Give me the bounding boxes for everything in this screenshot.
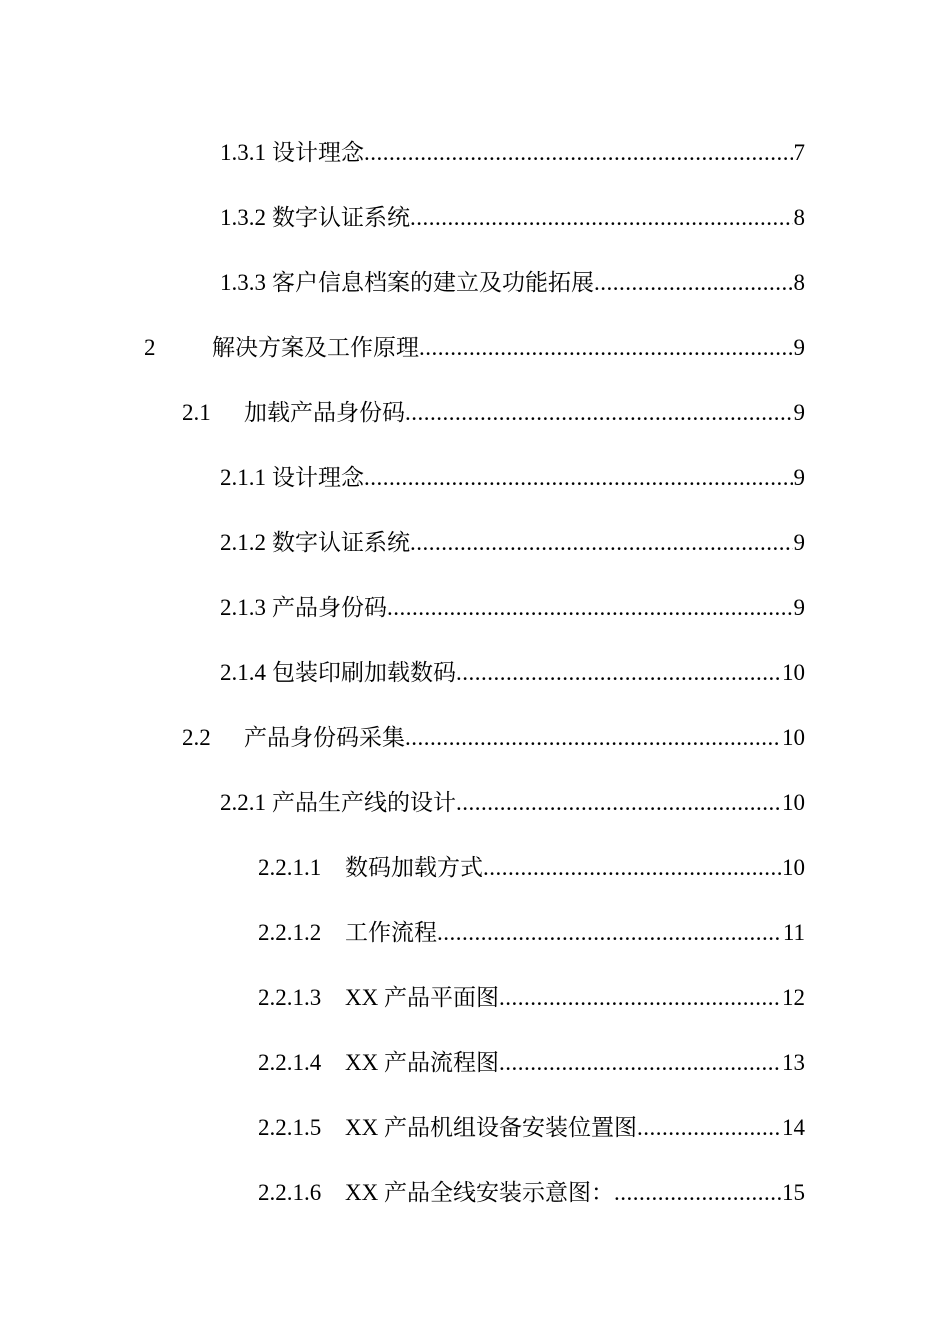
toc-entry-2-2-1-6[interactable] [258,1176,805,1210]
toc-entry-title: 数字认证系统 [272,530,410,555]
toc-entry-title: 包装印刷加载数码 [272,660,456,685]
toc-entry-page: 8 [793,270,805,295]
toc-entry-2-2-1[interactable] [220,786,805,820]
toc-entry-number: 2 [144,335,156,360]
toc-leader-dots [456,656,781,690]
toc-entry-number: 2.2.1.4 [258,1050,322,1075]
toc-entry-title: 产品身份码 [272,595,387,620]
toc-leader-dots [410,526,793,560]
toc-leader-dots [594,266,793,300]
toc-entry-page: 10 [782,660,805,685]
toc-entry-1-3-3[interactable] [220,266,805,300]
toc-entry-page: 11 [782,920,805,945]
toc-entry-title: XX 产品全线安装示意图： [345,1180,614,1205]
toc-entry-title: 数字认证系统 [272,205,410,230]
toc-entry-1-3-1[interactable] [220,136,805,170]
toc-entry-number: 2.2.1.2 [258,920,322,945]
toc-entry-page: 9 [793,530,805,555]
toc-entry-2-2-1-5[interactable] [258,1111,805,1145]
toc-leader-dots [499,981,781,1015]
toc-entry-number: 1.3.3 [220,270,266,295]
toc-entry-number: 2.2.1 [220,790,266,815]
toc-entry-2-1[interactable] [182,396,805,430]
toc-entry-page: 10 [782,790,805,815]
toc-entry-title: 产品身份码采集 [244,725,405,750]
toc-entry-title: XX 产品平面图 [345,985,499,1010]
toc-entry-title: 数码加载方式 [345,855,483,880]
toc-entry-page: 9 [793,400,805,425]
toc-entry-page: 12 [782,985,805,1010]
toc-entry-title: 产品生产线的设计 [272,790,456,815]
toc-entry-title: 解决方案及工作原理 [212,335,419,360]
toc-entry-2-2-1-4[interactable] [258,1046,805,1080]
toc-entry-page: 10 [782,725,805,750]
toc-leader-dots [419,331,793,365]
toc-entry-2[interactable] [144,331,805,365]
toc-entry-number: 2.1.2 [220,530,266,555]
toc-entry-title: 加载产品身份码 [244,400,405,425]
toc-entry-number: 1.3.1 [220,140,266,165]
toc-entry-number: 2.1 [182,400,211,425]
toc-entry-page: 14 [782,1115,805,1140]
toc-entry-title: XX 产品流程图 [345,1050,499,1075]
toc-entry-title: 设计理念 [272,465,364,490]
toc-entry-2-2-1-2[interactable] [258,916,805,950]
toc-entry-2-1-3[interactable] [220,591,805,625]
toc-entry-page: 13 [782,1050,805,1075]
toc-entry-page: 9 [793,465,805,490]
toc-entry-title: 客户信息档案的建立及功能拓展 [272,270,594,295]
toc-entry-page: 10 [782,855,805,880]
toc-entry-number: 1.3.2 [220,205,266,230]
toc-entry-2-1-2[interactable] [220,526,805,560]
toc-leader-dots [499,1046,781,1080]
toc-entry-number: 2.1.1 [220,465,266,490]
toc-leader-dots [614,1176,781,1210]
toc-leader-dots [483,851,781,885]
toc-entry-number: 2.1.3 [220,595,266,620]
toc-entry-2-1-1[interactable] [220,461,805,495]
toc-entry-page: 7 [793,140,805,165]
toc-leader-dots [456,786,781,820]
toc-leader-dots [364,136,793,170]
toc-entry-2-2-1-1[interactable] [258,851,805,885]
toc-entry-title: 工作流程 [345,920,437,945]
toc-leader-dots [437,916,782,950]
toc-entry-title: 设计理念 [272,140,364,165]
toc-leader-dots [410,201,793,235]
toc-entry-number: 2.2.1.5 [258,1115,322,1140]
toc-leader-dots [637,1111,781,1145]
toc-entry-number: 2.2 [182,725,211,750]
toc-entry-page: 15 [782,1180,805,1205]
toc-entry-number: 2.1.4 [220,660,266,685]
toc-entry-2-2-1-3[interactable] [258,981,805,1015]
toc-leader-dots [364,461,793,495]
toc-entry-page: 9 [793,595,805,620]
toc-entry-page: 9 [793,335,805,360]
toc-entry-number: 2.2.1.3 [258,985,322,1010]
toc-leader-dots [387,591,793,625]
toc-entry-number: 2.2.1.6 [258,1180,322,1205]
toc-entry-2-1-4[interactable] [220,656,805,690]
toc-entry-2-2[interactable] [182,721,805,755]
toc-leader-dots [405,396,793,430]
toc-entry-title: XX 产品机组设备安装位置图 [345,1115,637,1140]
toc-entry-1-3-2[interactable] [220,201,805,235]
toc-leader-dots [405,721,781,755]
toc-entry-page: 8 [793,205,805,230]
toc-entry-number: 2.2.1.1 [258,855,322,880]
